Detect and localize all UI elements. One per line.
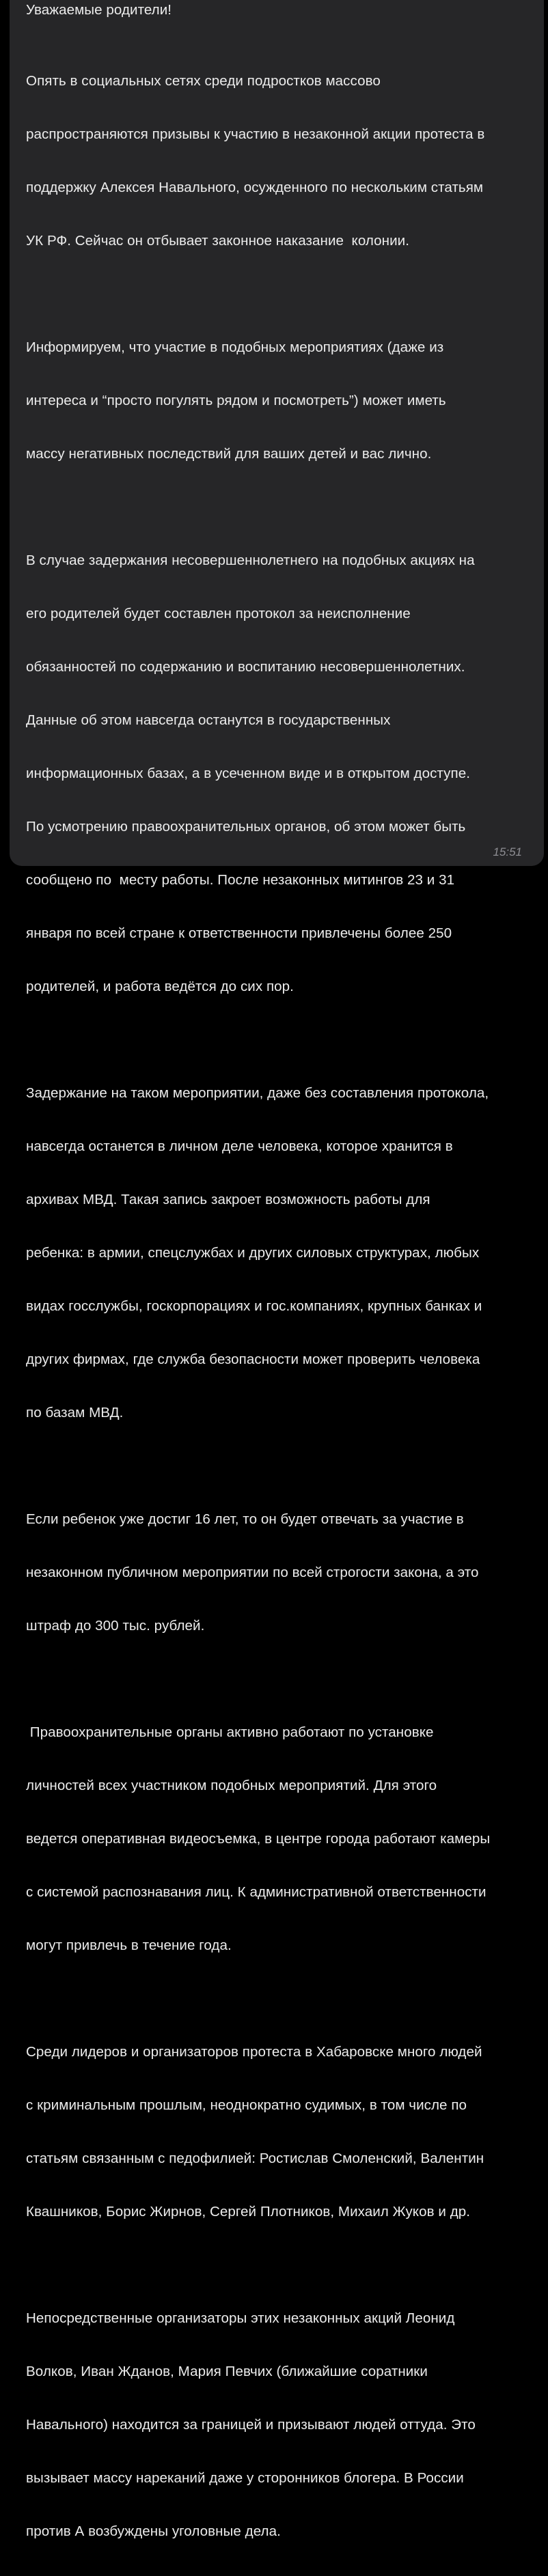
text-line: В случае задержания несовершеннолетнего на подобных акциях на	[26, 552, 475, 568]
text-line: ведется оперативная видеосъемка, в центре города работают камеры	[26, 1831, 491, 1847]
text-line: вызывает массу нареканий даже у сторонников блогера. В России	[26, 2470, 464, 2486]
message-paragraph	[26, 516, 532, 1031]
text-line: обязанностей по содержанию и воспитанию несовершеннолетних.	[26, 659, 465, 675]
message-paragraph	[26, 1475, 532, 1670]
text-line: незаконном публичном мероприятии по всей строгости закона, а это	[26, 1565, 479, 1580]
text-line: Если ребенок уже достиг 16 лет, то он будет отвечать за участие в	[26, 1511, 464, 1527]
message-paragraph	[26, 303, 532, 499]
text-line: Квашников, Борис Жирнов, Сергей Плотников, Михаил Жуков и др.	[26, 2204, 471, 2220]
text-line: его родителей будет составлен протокол за неисполнение	[26, 606, 411, 621]
text-line: по базам МВД.	[26, 1405, 124, 1420]
text-line: видах госслужбы, госкорпорациях и гос.компаниях, крупных банках и	[26, 1298, 482, 1314]
text-line: могут привлечь в течение года.	[26, 1937, 232, 1953]
message-paragraph	[26, 1688, 532, 1990]
text-line: Опять в социальных сетях среди подростков массово	[26, 73, 381, 89]
text-line: сообщено по месту работы. После незаконных митингов 23 и 31	[26, 872, 455, 888]
text-line: Навального) находится за границей и призывают людей оттуда. Это	[26, 2417, 476, 2433]
text-line: статьям связанным с педофилией: Ростислав Смоленский, Валентин	[26, 2151, 484, 2166]
text-line: против А возбуждены уголовные дела.	[26, 2523, 281, 2539]
text-line: массу негативных последствий для ваших детей и вас лично.	[26, 446, 432, 462]
text-line: Задержание на таком мероприятии, даже без составления протокола,	[26, 1085, 489, 1101]
text-line: с криминальным прошлым, неоднократно судимых, в том числе по	[26, 2097, 467, 2113]
text-line: поддержку Алексея Навального, осужденного по нескольким статьям	[26, 180, 484, 195]
text-line: информационных базах, а в усеченном виде и в открытом доступе.	[26, 766, 470, 781]
text-line: других фирмах, где служба безопасности может проверить человека	[26, 1352, 480, 1367]
text-line: с системой распознавания лиц. К административной ответственности	[26, 1884, 487, 1900]
message-greeting: Уважаемые родители!	[26, 2, 172, 18]
text-line: Среди лидеров и организаторов протеста в Хабаровске много людей	[26, 2044, 482, 2060]
message-paragraph	[26, 1049, 532, 1457]
message-paragraph	[26, 2008, 532, 2256]
text-line: навсегда останется в личном деле человека, которое хранится в	[26, 1138, 453, 1154]
text-line: распространяются призывы к участию в незаконной акции протеста в	[26, 126, 485, 142]
text-line: УК РФ. Сейчас он отбывает законное наказание колонии.	[26, 233, 409, 249]
text-line: Информируем, что участие в подобных мероприятиях (даже из	[26, 339, 444, 355]
text-line: Правоохранительные органы активно работают по установке	[26, 1724, 434, 1740]
text-line: штраф до 300 тыс. рублей.	[26, 1618, 205, 1634]
message-paragraph	[26, 2274, 532, 2576]
text-line: ребенка: в армии, спецслужбах и других силовых структурах, любых	[26, 1245, 480, 1261]
text-line: архивах МВД. Такая запись закроет возможность работы для	[26, 1192, 430, 1207]
text-line: Непосредственные организаторы этих незаконных акций Леонид	[26, 2310, 455, 2326]
message-text	[26, 1, 532, 2576]
text-line: родителей, и работа ведётся до сих пор.	[26, 979, 294, 994]
text-line: января по всей стране к ответственности привлечены более 250	[26, 925, 452, 941]
text-line: По усмотрению правоохранительных органов, об этом может быть	[26, 819, 466, 835]
text-line: интереса и “просто погулять рядом и посмотреть”) может иметь	[26, 393, 446, 408]
text-line: Данные об этом навсегда останутся в государственных	[26, 712, 391, 728]
message-timestamp: 15:51	[493, 845, 522, 858]
text-line: личностей всех участником подобных мероприятий. Для этого	[26, 1778, 437, 1793]
text-line: Волков, Иван Жданов, Мария Певчих (ближайшие соратники	[26, 2364, 428, 2379]
message-paragraph	[26, 37, 532, 285]
